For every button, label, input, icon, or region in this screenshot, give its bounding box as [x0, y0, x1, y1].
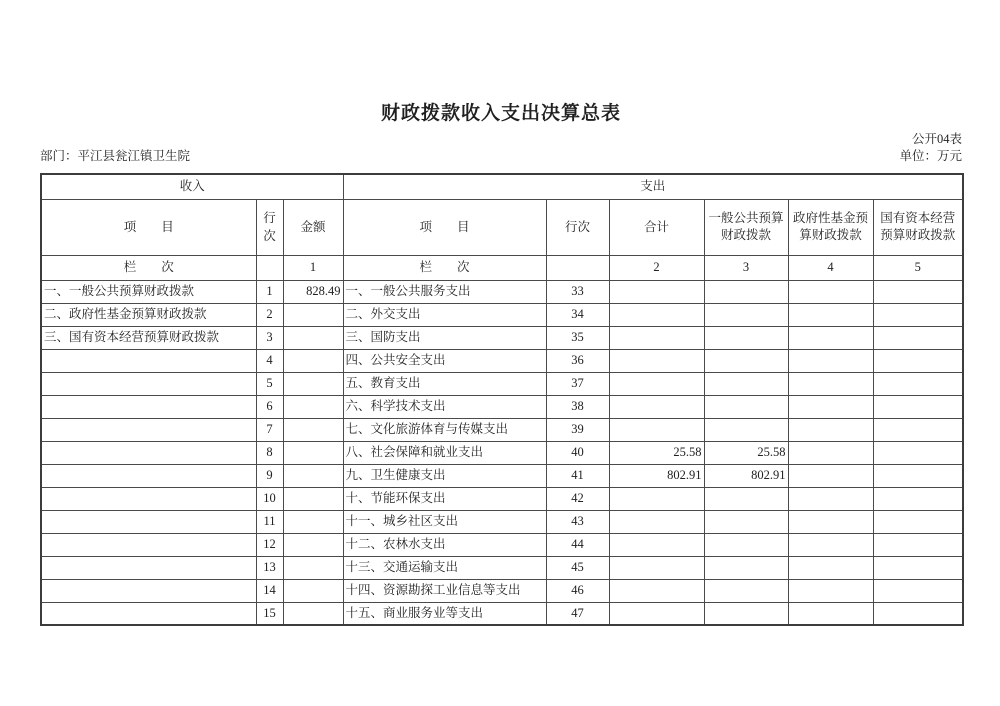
- table-row: [41, 602, 963, 625]
- column-header-row: [41, 199, 963, 255]
- expense-gov-fund-cell: [788, 280, 873, 303]
- expense-total-cell: [609, 579, 704, 602]
- income-amount-cell: 828.49: [283, 280, 343, 303]
- page-title: 财政拨款收入支出决算总表: [380, 103, 621, 124]
- expense-item-cell: 三、国防支出: [343, 326, 546, 349]
- department-label: 部门：平江县瓮江镇卫生院: [40, 149, 191, 163]
- income-amount-cell: [283, 326, 343, 349]
- unit-label: 单位：万元: [899, 149, 962, 163]
- expense-general-budget-cell: [704, 303, 788, 326]
- income-row-no-cell: 14: [256, 579, 283, 602]
- expense-item-cell: 八、社会保障和就业支出: [343, 441, 546, 464]
- income-row-no-cell: 4: [256, 349, 283, 372]
- expense-row-no-cell: 47: [546, 602, 609, 625]
- income-amount-cell: [283, 579, 343, 602]
- expense-general-budget-cell: [704, 556, 788, 579]
- expense-general-budget-header: 一般公共预算财政拨款: [704, 199, 788, 255]
- income-amount-cell: [283, 533, 343, 556]
- income-item-cell: [41, 372, 256, 395]
- income-item-cell: 三、国有资本经营预算财政拨款: [41, 326, 256, 349]
- expense-state-capital-cell: [873, 602, 963, 625]
- expense-item-cell: 十一、城乡社区支出: [343, 510, 546, 533]
- expense-state-capital-cell: [873, 510, 963, 533]
- expense-total-cell: [609, 487, 704, 510]
- expense-general-budget-cell: [704, 533, 788, 556]
- income-item-cell: 一、一般公共预算财政拨款: [41, 280, 256, 303]
- expense-gov-fund-cell: [788, 372, 873, 395]
- expense-state-capital-cell: [873, 326, 963, 349]
- expense-total-cell: [609, 418, 704, 441]
- income-item-cell: [41, 487, 256, 510]
- table-row: [41, 280, 963, 303]
- expense-total-cell: [609, 303, 704, 326]
- expense-item-cell: 四、公共安全支出: [343, 349, 546, 372]
- sheet-number: 公开04表: [911, 132, 962, 146]
- expense-item-cell: 一、一般公共服务支出: [343, 280, 546, 303]
- expense-gov-fund-cell: [788, 418, 873, 441]
- expense-state-capital-header: 国有资本经营预算财政拨款: [873, 199, 963, 255]
- expense-gov-fund-cell: [788, 464, 873, 487]
- table-row: [41, 395, 963, 418]
- expense-row-no-cell: 39: [546, 418, 609, 441]
- expense-item-cell: 七、文化旅游体育与传媒支出: [343, 418, 546, 441]
- expense-row-no-cell: 35: [546, 326, 609, 349]
- expense-lane-no-state-capital: 5: [873, 255, 963, 280]
- expense-state-capital-cell: [873, 441, 963, 464]
- expense-general-budget-cell: [704, 326, 788, 349]
- expense-row-no-cell: 44: [546, 533, 609, 556]
- meta-row: [40, 149, 962, 164]
- income-item-cell: [41, 579, 256, 602]
- income-item-cell: [41, 418, 256, 441]
- expense-total-cell: [609, 280, 704, 303]
- expense-item-cell: 十二、农林水支出: [343, 533, 546, 556]
- expense-item-cell: 十五、商业服务业等支出: [343, 602, 546, 625]
- income-row-no-cell: 8: [256, 441, 283, 464]
- expense-row-no-cell: 41: [546, 464, 609, 487]
- expense-state-capital-cell: [873, 418, 963, 441]
- income-row-no-cell: 11: [256, 510, 283, 533]
- income-amount-cell: [283, 395, 343, 418]
- expense-row-no-cell: 43: [546, 510, 609, 533]
- expense-row-no-cell: 37: [546, 372, 609, 395]
- section-header-row: [41, 174, 963, 199]
- income-row-no-header: [256, 199, 283, 255]
- income-item-cell: 二、政府性基金预算财政拨款: [41, 303, 256, 326]
- income-amount-cell: [283, 349, 343, 372]
- table-row: [41, 464, 963, 487]
- expense-item-cell: 二、外交支出: [343, 303, 546, 326]
- expense-row-no-cell: 33: [546, 280, 609, 303]
- fiscal-summary-table: [40, 173, 964, 626]
- income-amount-header: 金额: [283, 199, 343, 255]
- income-row-no-cell: 5: [256, 372, 283, 395]
- table-row: [41, 579, 963, 602]
- expense-gov-fund-cell: [788, 579, 873, 602]
- income-item-header: 项 目: [41, 199, 256, 255]
- income-lane-rowno-blank: [256, 255, 283, 280]
- expense-total-cell: [609, 602, 704, 625]
- income-row-no-cell: 2: [256, 303, 283, 326]
- expense-item-cell: 十、节能环保支出: [343, 487, 546, 510]
- expense-general-budget-cell: 802.91: [704, 464, 788, 487]
- expense-lane-no-general: 3: [704, 255, 788, 280]
- expense-general-budget-cell: [704, 349, 788, 372]
- income-amount-cell: [283, 464, 343, 487]
- expense-row-no-cell: 46: [546, 579, 609, 602]
- expense-state-capital-cell: [873, 464, 963, 487]
- expense-state-capital-cell: [873, 556, 963, 579]
- income-amount-cell: [283, 487, 343, 510]
- expense-general-budget-cell: [704, 418, 788, 441]
- table-row: [41, 349, 963, 372]
- expense-general-budget-cell: [704, 510, 788, 533]
- expense-total-cell: [609, 533, 704, 556]
- expense-lane-label: 栏 次: [343, 255, 546, 280]
- income-row-no-cell: 1: [256, 280, 283, 303]
- expense-row-no-cell: 45: [546, 556, 609, 579]
- expense-item-cell: 十四、资源勘探工业信息等支出: [343, 579, 546, 602]
- income-row-no-cell: 13: [256, 556, 283, 579]
- expense-lane-rowno-blank: [546, 255, 609, 280]
- income-item-cell: [41, 556, 256, 579]
- expense-item-cell: 六、科学技术支出: [343, 395, 546, 418]
- table-row: [41, 441, 963, 464]
- income-amount-cell: [283, 602, 343, 625]
- expense-gov-fund-cell: [788, 602, 873, 625]
- table-row: [41, 556, 963, 579]
- expense-general-budget-cell: [704, 602, 788, 625]
- expense-row-no-cell: 36: [546, 349, 609, 372]
- income-row-no-cell: 9: [256, 464, 283, 487]
- income-item-cell: [41, 533, 256, 556]
- expense-gov-fund-cell: [788, 556, 873, 579]
- expense-section-header: 支出: [343, 174, 963, 199]
- expense-item-cell: 九、卫生健康支出: [343, 464, 546, 487]
- expense-general-budget-cell: [704, 395, 788, 418]
- expense-state-capital-cell: [873, 372, 963, 395]
- income-lane-label: 栏 次: [41, 255, 256, 280]
- income-item-cell: [41, 464, 256, 487]
- expense-gov-fund-cell: [788, 533, 873, 556]
- expense-gov-fund-cell: [788, 326, 873, 349]
- table-row: [41, 510, 963, 533]
- lane-number-row: [41, 255, 963, 280]
- expense-gov-fund-cell: [788, 441, 873, 464]
- income-row-no-cell: 15: [256, 602, 283, 625]
- expense-total-cell: 802.91: [609, 464, 704, 487]
- expense-gov-fund-header: 政府性基金预算财政拨款: [788, 199, 873, 255]
- expense-gov-fund-cell: [788, 395, 873, 418]
- expense-gov-fund-cell: [788, 349, 873, 372]
- income-item-cell: [41, 349, 256, 372]
- income-section-header: 收入: [41, 174, 343, 199]
- expense-state-capital-cell: [873, 533, 963, 556]
- income-amount-cell: [283, 510, 343, 533]
- income-amount-cell: [283, 372, 343, 395]
- expense-gov-fund-cell: [788, 487, 873, 510]
- expense-item-cell: 五、教育支出: [343, 372, 546, 395]
- table-row: [41, 418, 963, 441]
- expense-general-budget-cell: 25.58: [704, 441, 788, 464]
- expense-state-capital-cell: [873, 579, 963, 602]
- income-row-no-cell: 12: [256, 533, 283, 556]
- income-item-cell: [41, 602, 256, 625]
- table-row: [41, 372, 963, 395]
- expense-gov-fund-cell: [788, 510, 873, 533]
- table-body: [41, 280, 963, 625]
- expense-gov-fund-cell: [788, 303, 873, 326]
- expense-item-cell: 十三、交通运输支出: [343, 556, 546, 579]
- expense-item-header: 项 目: [343, 199, 546, 255]
- income-row-no-cell: 3: [256, 326, 283, 349]
- income-item-cell: [41, 441, 256, 464]
- expense-general-budget-cell: [704, 280, 788, 303]
- income-amount-cell: [283, 303, 343, 326]
- expense-general-budget-cell: [704, 487, 788, 510]
- expense-state-capital-cell: [873, 487, 963, 510]
- table-row: [41, 326, 963, 349]
- income-row-no-cell: 6: [256, 395, 283, 418]
- expense-total-cell: [609, 326, 704, 349]
- expense-row-no-header: 行次: [546, 199, 609, 255]
- expense-row-no-cell: 42: [546, 487, 609, 510]
- table-row: [41, 533, 963, 556]
- expense-state-capital-cell: [873, 349, 963, 372]
- expense-total-cell: [609, 372, 704, 395]
- income-row-no-header-text: 行次: [263, 210, 276, 243]
- expense-total-cell: [609, 556, 704, 579]
- table-row: [41, 487, 963, 510]
- expense-total-cell: 25.58: [609, 441, 704, 464]
- income-amount-cell: [283, 556, 343, 579]
- expense-total-cell: [609, 349, 704, 372]
- expense-row-no-cell: 34: [546, 303, 609, 326]
- expense-general-budget-cell: [704, 579, 788, 602]
- income-amount-cell: [283, 418, 343, 441]
- expense-total-cell: [609, 395, 704, 418]
- expense-general-budget-cell: [704, 372, 788, 395]
- income-row-no-cell: 10: [256, 487, 283, 510]
- income-item-cell: [41, 395, 256, 418]
- income-amount-cell: [283, 441, 343, 464]
- income-item-cell: [41, 510, 256, 533]
- expense-lane-no-gov-fund: 4: [788, 255, 873, 280]
- expense-row-no-cell: 38: [546, 395, 609, 418]
- expense-state-capital-cell: [873, 303, 963, 326]
- expense-state-capital-cell: [873, 395, 963, 418]
- table-row: [41, 303, 963, 326]
- income-lane-no: 1: [283, 255, 343, 280]
- expense-lane-no-total: 2: [609, 255, 704, 280]
- expense-total-header: 合计: [609, 199, 704, 255]
- expense-total-cell: [609, 510, 704, 533]
- income-row-no-cell: 7: [256, 418, 283, 441]
- expense-row-no-cell: 40: [546, 441, 609, 464]
- expense-state-capital-cell: [873, 280, 963, 303]
